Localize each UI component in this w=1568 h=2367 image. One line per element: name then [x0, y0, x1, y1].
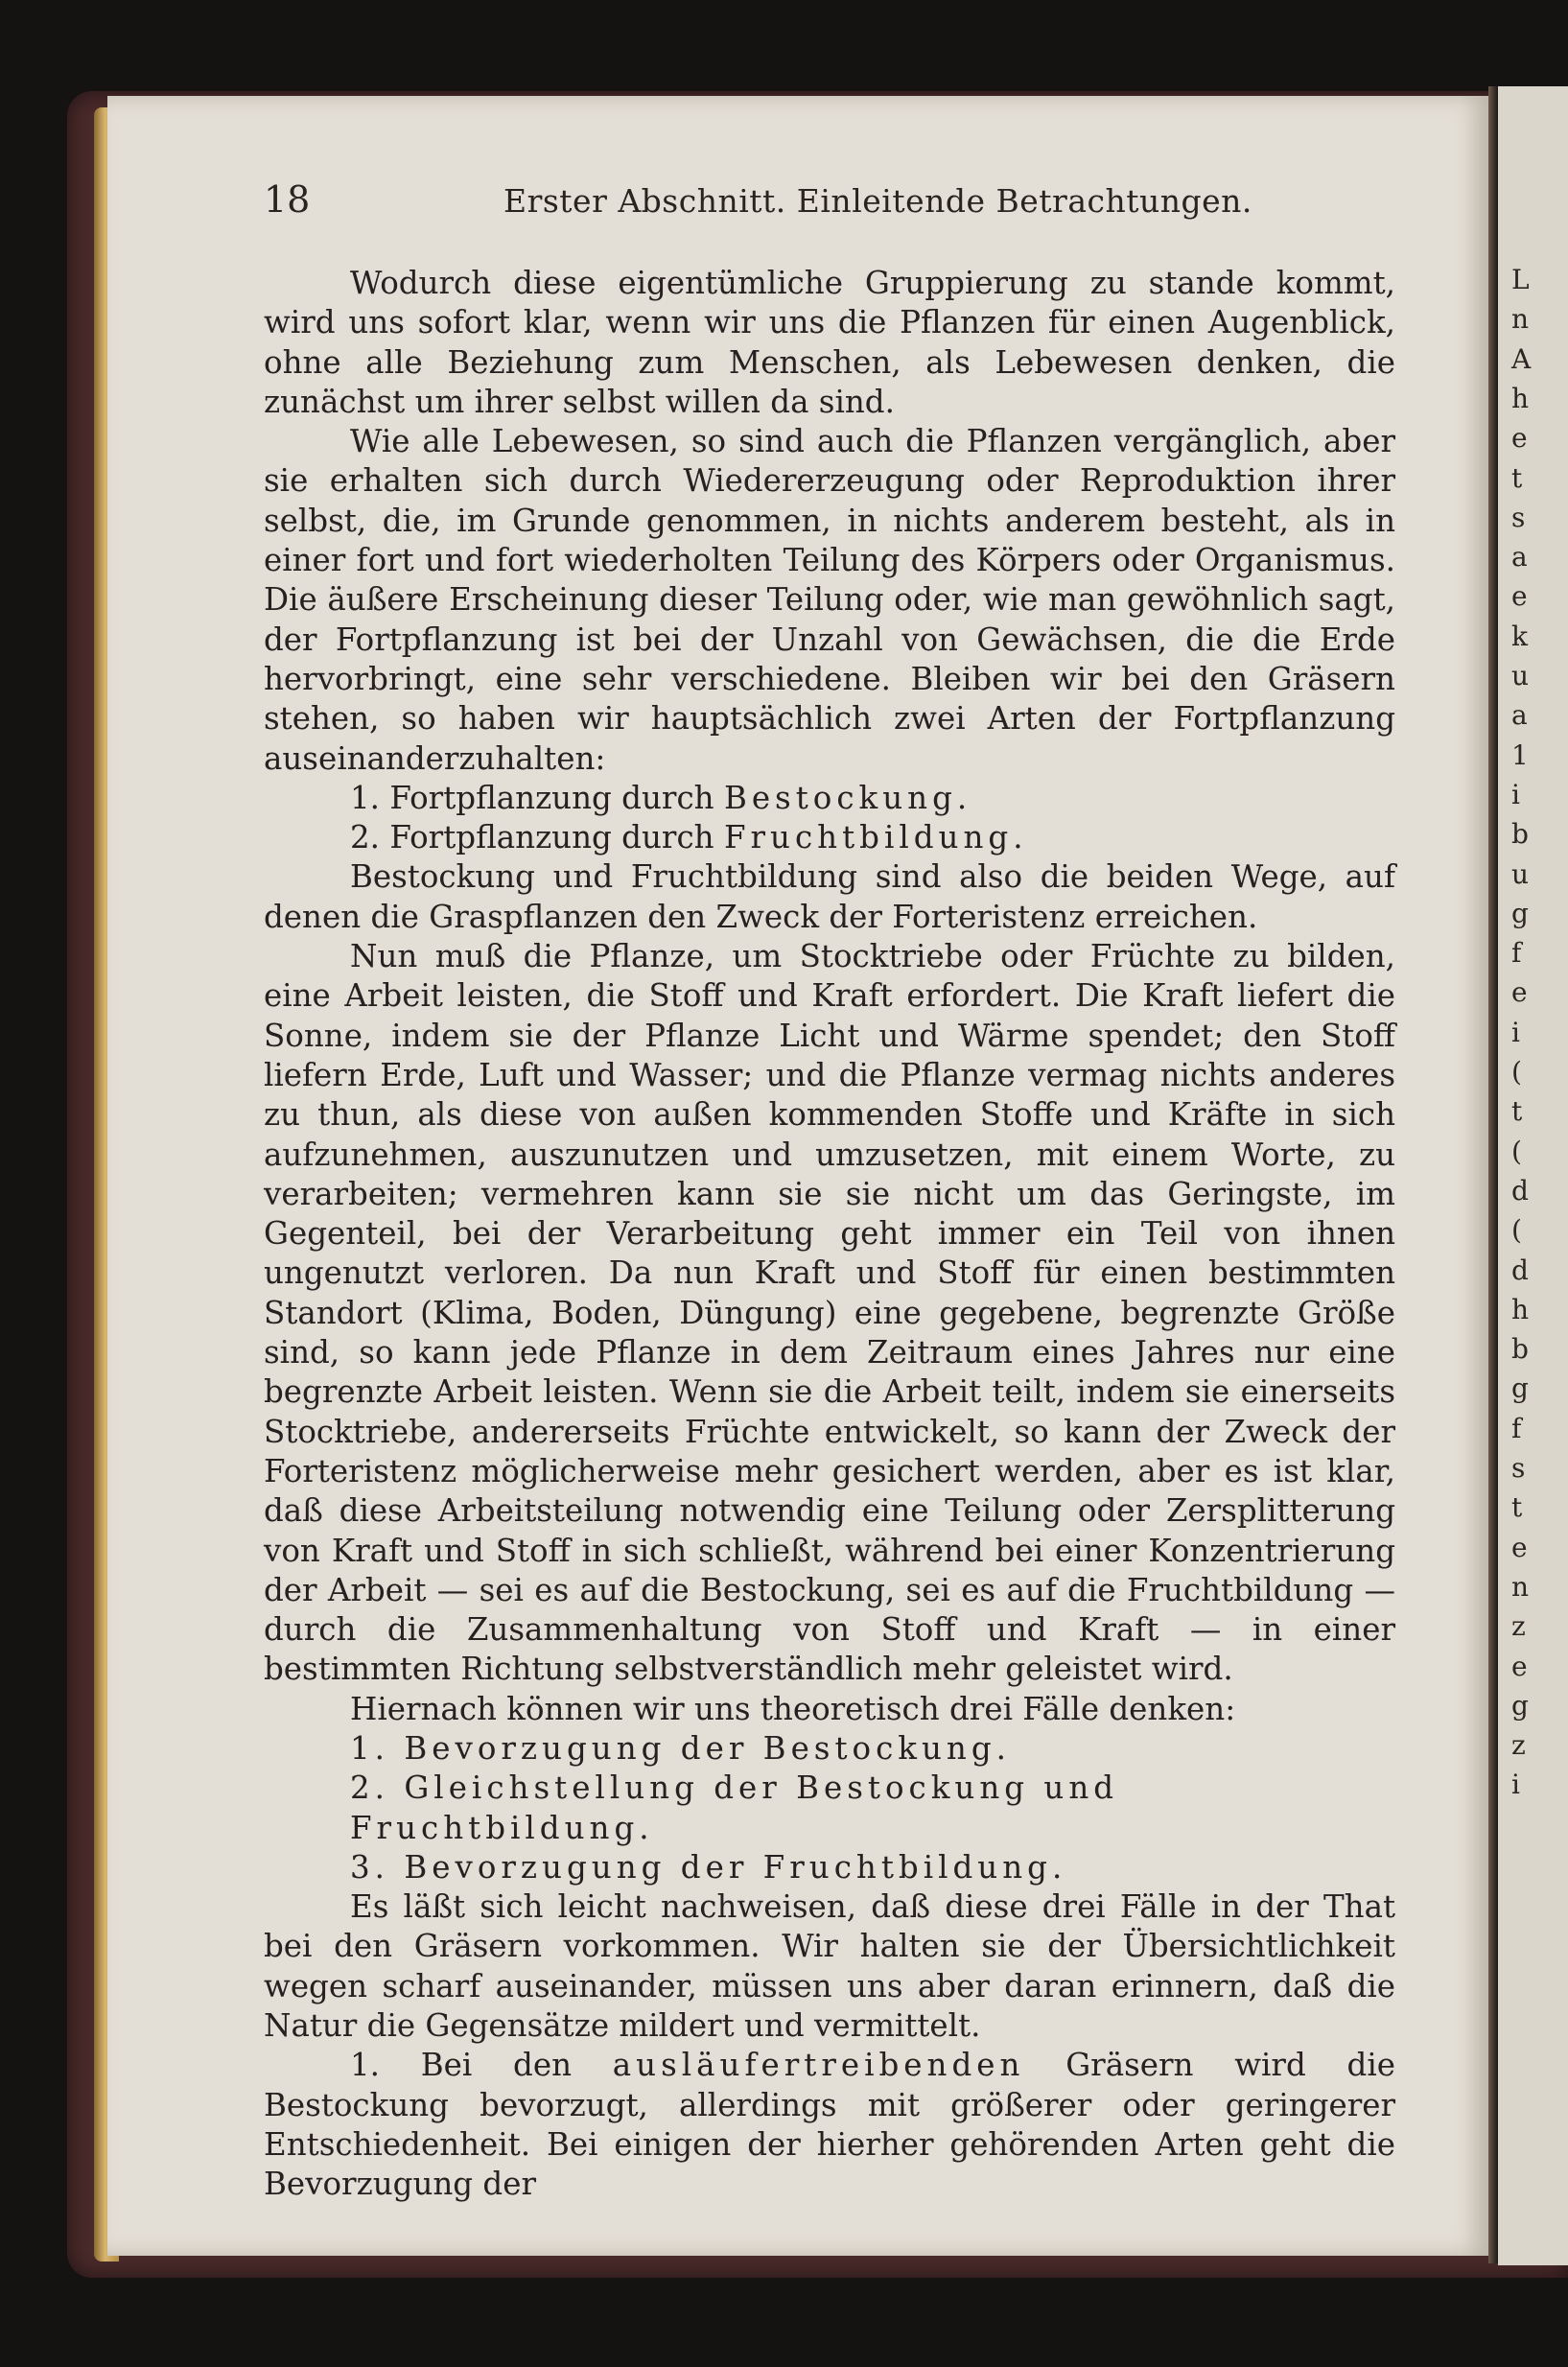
spaced-term: Fruchtbildung.	[723, 819, 1028, 856]
running-head	[264, 178, 1391, 232]
facing-page-fragment: i	[1511, 1016, 1520, 1048]
facing-page-fragment: g	[1511, 1689, 1529, 1722]
facing-page-fragment: t	[1511, 1491, 1523, 1524]
facing-page-fragment: s	[1511, 501, 1526, 533]
paragraph: 1. Bei den ausläufertreibenden Gräsern wird die Bestockung bevorzugt, allerdings mit größerer oder geringerer Entschiedenheit. Bei einigen der hierher gehörenden Arten geht die Bevorzugung der	[264, 2047, 1395, 2203]
facing-page-fragment: e	[1511, 1531, 1528, 1563]
running-title: Erster Abschnitt. Einleitende Betrachtungen.	[503, 182, 1252, 220]
list-item: 2. Gleichstellung der Bestockung und Fruchtbildung.	[350, 1769, 1119, 1846]
facing-page-fragment: f	[1511, 1412, 1522, 1444]
facing-page-fragment: n	[1511, 1570, 1530, 1603]
facing-page-fragment: g	[1511, 897, 1529, 929]
body-text	[264, 264, 1395, 2205]
paragraph: Es läßt sich leicht nachweisen, daß diese drei Fälle in der That bei den Gräsern vorkommen. Wir halten sie der Übersichtlichkeit wegen scharf auseinander, müssen uns aber daran erinnern, daß die Natur die Gegensätze mildert und vermittelt.	[264, 1888, 1395, 2045]
page-number: 18	[264, 178, 311, 221]
facing-page-fragment: e	[1511, 422, 1528, 455]
facing-page-fragment: n	[1511, 303, 1530, 336]
facing-page-fragment: i	[1511, 778, 1520, 810]
paragraph: Nun muß die Pflanze, um Stocktriebe oder Früchte zu bilden, eine Arbeit leisten, die Stoff und Kraft erfordert. Die Kraft liefert die Sonne, indem sie der Pflanze Licht und Wärme spendet; den Stoff liefern Erde, Luft und Wasser; und die Pflanze vermag nichts anderes zu thun, als diese von außen kommenden Stoffe und Kräfte in sich aufzunehmen, auszunutzen und umzusetzen, mit einem Worte, zu verarbeiten; vermehren kann sie sie nicht um das Geringste, im Gegenteil, bei der Verarbeitung geht immer ein Teil von ihnen ungenutzt verloren. Da nun Kraft und Stoff für einen bestimmten Standort (Klima, Boden, Düngung) eine gegebene, begrenzte Größe sind, so kann jede Pflanze in dem Zeitraum eines Jahres nur eine begrenzte Arbeit leisten. Wenn sie die Arbeit teilt, indem sie einerseits Stocktriebe, andererseits Früchte entwickelt, so kann der Zweck der Forteristenz möglicherweise mehr gesichert werden, aber es ist klar, daß diese Arbeitsteilung notwendig eine Teilung oder Zersplitterung von Kraft und Stoff in sich schließt, während bei einer Konzentrierung der Arbeit — sei es auf die Bestockung, sei es auf die Fruchtbildung — durch die Zusammenhaltung von Stoff und Kraft — in einer bestimmten Richtung selbstverständlich mehr geleistet wird.	[264, 938, 1395, 1688]
list-item: 3. Bevorzugung der Fruchtbildung.	[350, 1848, 1067, 1886]
facing-page-fragment: z	[1511, 1729, 1526, 1762]
paragraph: Wodurch diese eigentümliche Gruppierung zu stande kommt, wird uns sofort klar, wenn wir uns die Pflanzen für einen Augenblick, ohne alle Beziehung zum Menschen, als Lebewesen denken, die zunächst um ihrer selbst willen da sind.	[264, 265, 1395, 420]
facing-page-fragment: f	[1511, 937, 1522, 970]
facing-page-fragment: A	[1511, 342, 1532, 375]
facing-page-fragment: t	[1511, 461, 1523, 494]
facing-page-fragment: a	[1511, 541, 1528, 574]
facing-page-fragment: u	[1511, 857, 1530, 890]
facing-page-fragment: h	[1511, 382, 1530, 414]
facing-page-fragment: g	[1511, 1372, 1529, 1405]
facing-page-fragment: z	[1511, 1610, 1526, 1643]
paragraph: Bestockung und Fruchtbildung sind also die beiden Wege, auf denen die Graspflanzen den Zweck der Forteristenz erreichen.	[264, 858, 1395, 935]
facing-page-fragment: (	[1511, 1214, 1522, 1247]
facing-page-fragment: e	[1511, 976, 1528, 1009]
facing-page-fragment: k	[1511, 620, 1528, 652]
facing-page-edge	[1498, 86, 1568, 2265]
list-item: 1. Bevorzugung der Bestockung.	[350, 1729, 1011, 1767]
facing-page-fragment: (	[1511, 1135, 1522, 1167]
facing-page-fragment: u	[1511, 660, 1530, 691]
spaced-term: Bestockung.	[723, 779, 972, 816]
facing-page-fragment: a	[1511, 699, 1528, 732]
paragraph: Wie alle Lebewesen, so sind auch die Pflanzen vergänglich, aber sie erhalten sich durch Wiedererzeugung oder Reproduktion ihrer selbst, die, im Grunde genommen, in nichts anderem besteht, als in einer fort und fort wiederholten Teilung des Körpers oder Organismus. Die äußere Erscheinung dieser Teilung oder, wie man gewöhnlich sagt, der Fortpflanzung ist bei der Unzahl von Gewächsen, die die Erde hervorbringt, eine sehr verschiedene. Bleiben wir bei den Gräsern stehen, so haben wir hauptsächlich zwei Arten der Fortpflanzung auseinanderzuhalten:	[264, 423, 1395, 777]
facing-page-fragment: h	[1511, 1293, 1530, 1325]
facing-page-fragment: s	[1511, 1452, 1526, 1484]
facing-page-fragment: L	[1511, 264, 1530, 295]
facing-page-fragment: b	[1511, 1333, 1529, 1366]
facing-page-fragment: (	[1511, 1056, 1522, 1088]
facing-page-fragment: 1	[1511, 738, 1529, 771]
list-item: 2. Fortpflanzung durch Fruchtbildung.	[350, 819, 1028, 856]
facing-page-fragment: i	[1511, 1769, 1520, 1801]
facing-page-fragment: e	[1511, 580, 1528, 613]
facing-page-fragment: t	[1511, 1095, 1523, 1128]
book-gutter	[1488, 86, 1498, 2263]
spaced-term: ausläufertreibenden	[612, 2047, 1025, 2084]
facing-page-fragment: e	[1511, 1650, 1528, 1682]
paragraph: Hiernach können wir uns theoretisch drei Fälle denken:	[350, 1690, 1236, 1727]
facing-page-fragment: d	[1511, 1254, 1529, 1286]
facing-page-fragment: b	[1511, 818, 1529, 851]
list-item: 1. Fortpflanzung durch Bestockung.	[350, 779, 972, 816]
facing-page-fragment: d	[1511, 1174, 1529, 1207]
